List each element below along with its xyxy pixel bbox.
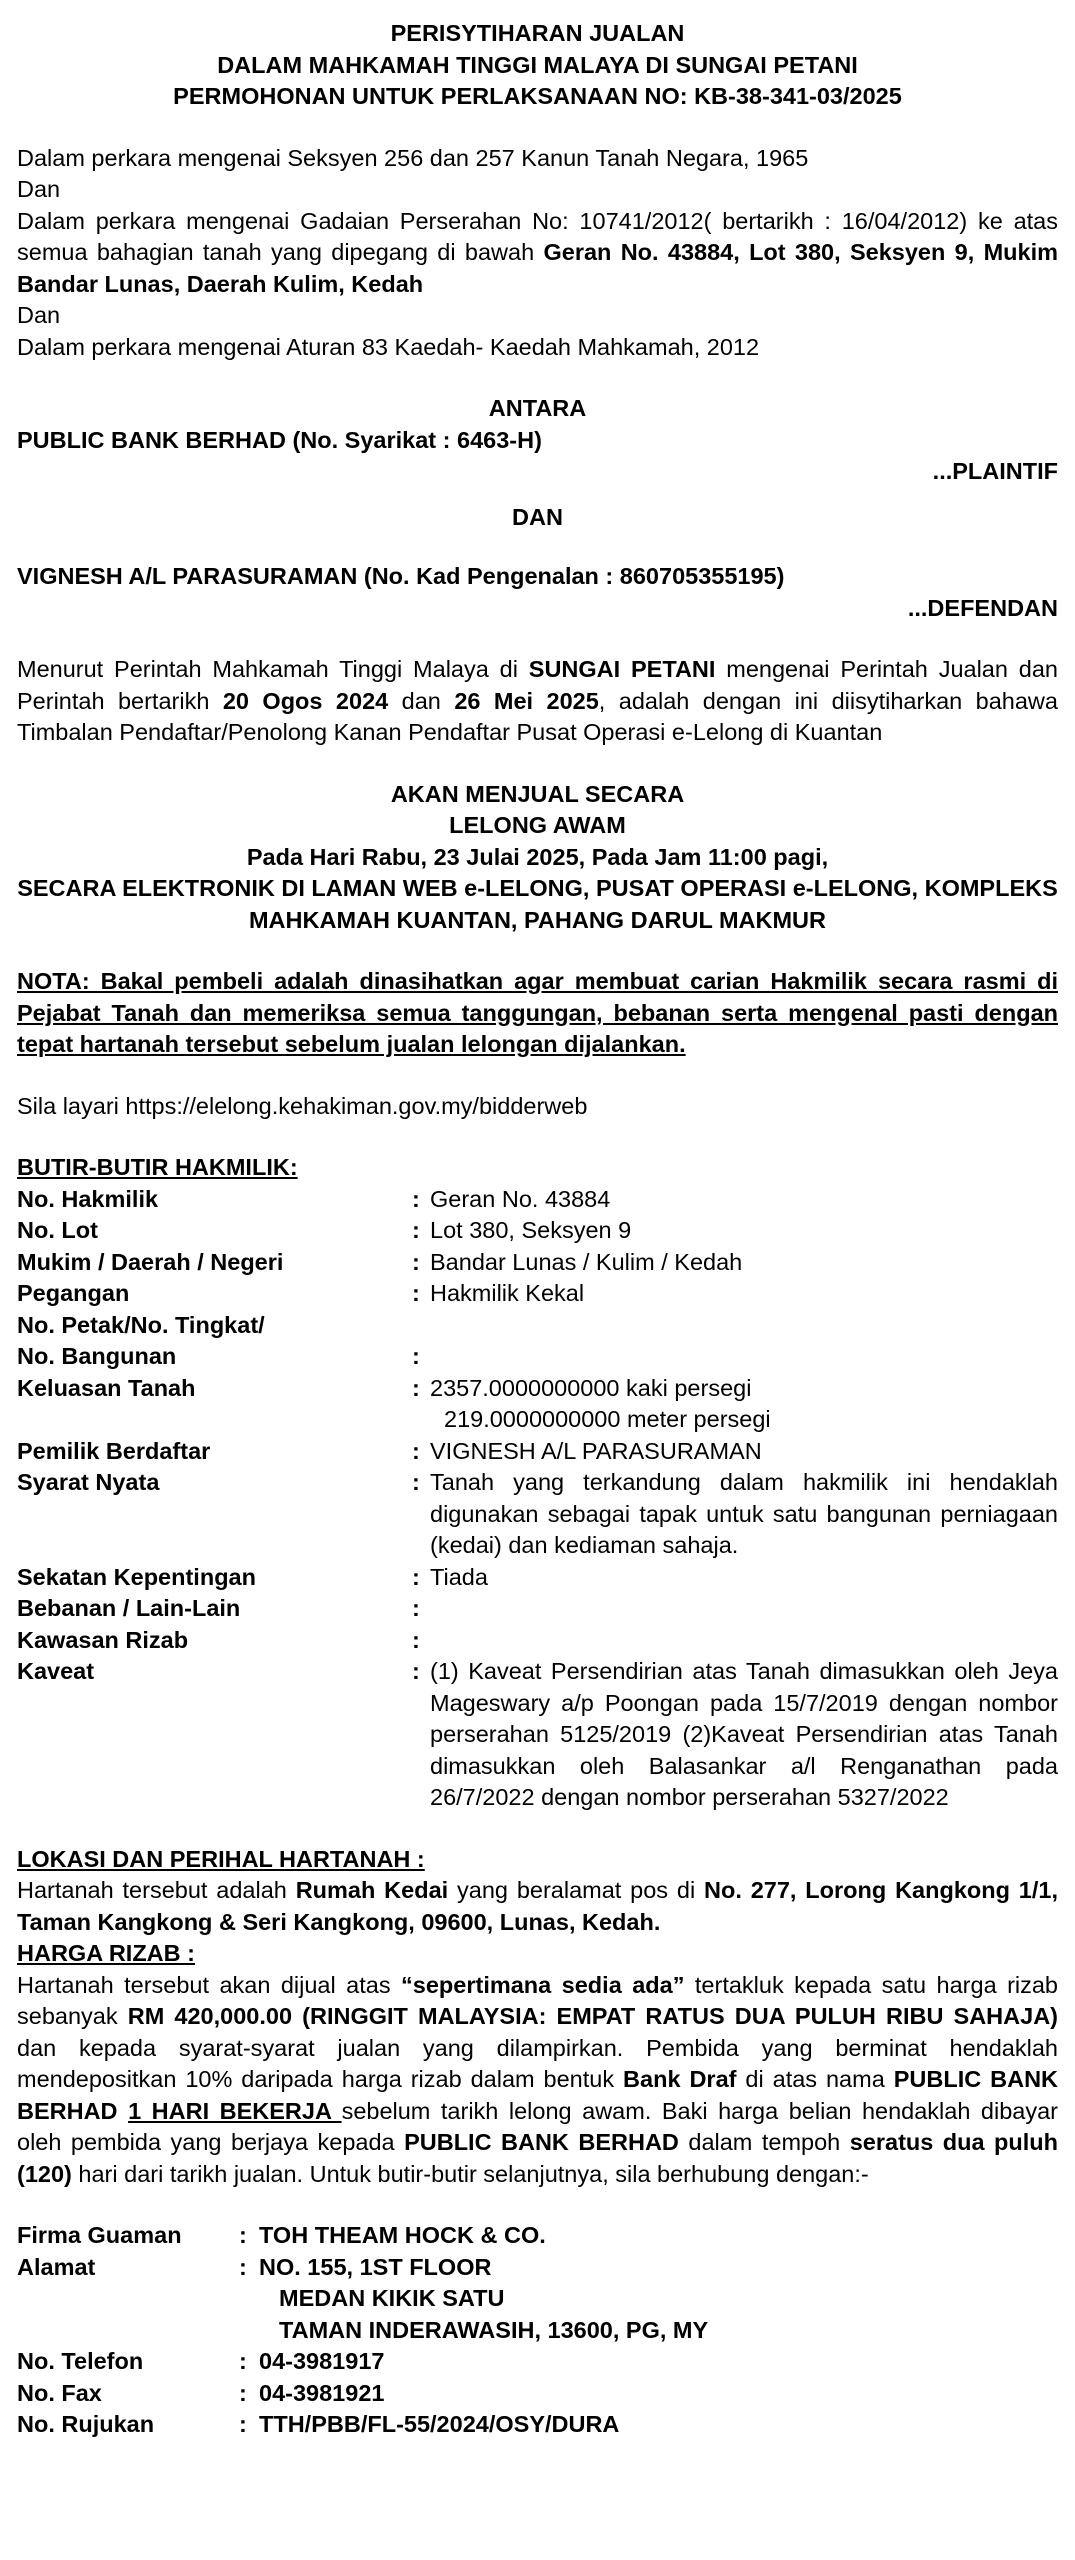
- detail-label: No. Petak/No. Tingkat/: [17, 1311, 265, 1338]
- reserve-period: seratus dua puluh (120): [17, 2129, 1058, 2187]
- detail-colon: :: [412, 1248, 420, 1275]
- detail-label: No. Hakmilik: [17, 1185, 159, 1212]
- auction-line-1: AKAN MENJUAL SECARA: [390, 780, 685, 807]
- reserve-text-5: [118, 2098, 129, 2124]
- title-details-heading: BUTIR-BUTIR HAKMILIK:: [17, 1154, 298, 1180]
- reserve-bank-name-2: PUBLIC BANK BERHAD: [404, 2129, 679, 2155]
- property-type: Rumah Kedai: [295, 1877, 449, 1903]
- reserve-bank-draft: Bank Draf: [623, 2066, 737, 2092]
- firm-label: Firma Guaman: [17, 2222, 182, 2248]
- reserve-working-day: 1 HARI BEKERJA: [128, 2097, 342, 2124]
- reserve-price-heading: HARGA RIZAB :: [17, 1940, 195, 1966]
- defendant-name: VIGNESH A/L PARASURAMAN (No. Kad Pengenalan : 860705355195): [17, 563, 785, 589]
- detail-value: [430, 1625, 1058, 1657]
- dan-connector-1: Dan: [17, 176, 61, 202]
- order-text-2: mengenai Perintah Jualan dan Perintah bertarikh: [17, 656, 1058, 714]
- plaintiff-name: PUBLIC BANK BERHAD (No. Syarikat : 6463-H): [17, 426, 542, 453]
- detail-colon: :: [412, 1280, 420, 1306]
- order-date-2: 26 Mei 2025: [454, 687, 599, 714]
- reserve-text-6: sebelum tarikh lelong awam. Baki harga belian hendaklah dibayar oleh pembida yang berjaya kepada: [17, 2097, 1059, 2155]
- contact-colon: :: [239, 2379, 247, 2406]
- firm-name: TOH THEAM HOCK & CO.: [259, 2222, 546, 2248]
- matter-land-title: Geran No. 43884, Lot 380, Seksyen 9, Mukim Bandar Lunas, Daerah Kulim, Kedah: [17, 239, 1058, 297]
- order-text-1: Menurut Perintah Mahkamah Tinggi Malaya di: [17, 656, 529, 682]
- detail-label: Bebanan / Lain-Lain: [17, 1595, 241, 1621]
- notice-title: PERISYTIHARAN JUALAN: [390, 20, 685, 46]
- detail-label: No. Lot: [17, 1217, 98, 1243]
- detail-value: Tanah yang terkandung dalam hakmilik ini hendaklah digunakan sebagai tapak untuk satu bangunan perniagaan (kedai) dan kediaman sahaja.: [430, 1469, 1058, 1558]
- dan-connector-2: Dan: [17, 302, 61, 328]
- court-name: DALAM MAHKAMAH TINGGI MALAYA DI SUNGAI PETANI: [217, 51, 858, 78]
- auction-line-2: LELONG AWAM: [449, 812, 626, 838]
- detail-value: Tiada: [430, 1563, 488, 1590]
- auction-announcement: [17, 779, 1058, 937]
- buyer-advisory-note: NOTA: Bakal pembeli adalah dinasihatkan agar membuat carian Hakmilik secara rasmi di Pejabat Tanah dan memeriksa semua tanggungan, bebanan serta mengenal pasti dengan tepat hartanah tersebut sebelum jualan lelongan dijalankan.: [17, 968, 1058, 1057]
- matter-section: [17, 143, 1058, 364]
- contact-colon: :: [239, 2348, 247, 2374]
- detail-value: [430, 1593, 1058, 1625]
- application-number: PERMOHONAN UNTUK PERLAKSANAAN NO: KB-38-341-03/2025: [173, 83, 902, 109]
- defendant-role: ...DEFENDAN: [907, 594, 1058, 621]
- detail-colon: :: [412, 1437, 420, 1464]
- matter-line-2: [17, 206, 1058, 301]
- title-details-section: [17, 1152, 1058, 1814]
- reserve-price-section: [17, 1938, 1058, 2190]
- contact-colon: :: [239, 2222, 247, 2248]
- detail-value: 219.0000000000 meter persegi: [444, 1406, 771, 1432]
- detail-value: (1) Kaveat Persendirian atas Tanah dimasukkan oleh Jeya Mageswary a/p Poongan pada 15/7/2019 dengan nombor perserahan 5125/2019 (2)Kaveat Persendirian atas Tanah dimasukkan oleh Balasankar a/l Renganathan pada 26/7/2022 dengan nombor perserahan 5327/2022: [430, 1658, 1058, 1810]
- plaintiff-role: ...PLAINTIF: [932, 458, 1058, 484]
- detail-colon: :: [412, 1595, 420, 1621]
- property-address: No. 277, Lorong Kangkong 1/1, Taman Kangkong & Seri Kangkong, 09600, Lunas, Kedah.: [17, 1877, 1058, 1935]
- reserve-bank-name-1: PUBLIC BANK BERHAD: [17, 2066, 1059, 2124]
- detail-colon: :: [412, 1343, 420, 1369]
- matter-line-2-text: Dalam perkara mengenai Gadaian Perserahan No: 10741/2012( bertarikh : 16/04/2012) ke atas semua bahagian tanah yang dipegang di bawah: [17, 207, 1058, 265]
- detail-colon: :: [412, 1563, 420, 1590]
- detail-colon: :: [412, 1185, 420, 1212]
- title-details-table: [17, 1184, 1058, 1814]
- reserve-text-8: hari dari tarikh jualan. Untuk butir-butir selanjutnya, sila berhubung dengan:-: [71, 2160, 869, 2187]
- detail-colon: :: [412, 1469, 420, 1495]
- location-text-2: yang beralamat pos di: [448, 1877, 705, 1903]
- address-line-3: TAMAN INDERAWASIH, 13600, PG, MY: [279, 2316, 709, 2343]
- detail-value: [430, 1310, 1058, 1342]
- detail-label: [17, 1404, 412, 1436]
- location-heading: LOKASI DAN PERIHAL HARTANAH :: [17, 1845, 425, 1872]
- detail-value: Lot 380, Seksyen 9: [430, 1217, 632, 1243]
- parties-section: [17, 393, 1058, 624]
- detail-colon-empty: [412, 1404, 430, 1436]
- phone-number: 04-3981917: [259, 2348, 385, 2374]
- phone-label: No. Telefon: [17, 2348, 144, 2374]
- reserve-text-2: tertakluk kepada satu harga rizab sebanyak: [17, 1971, 1059, 2029]
- reserve-text-3: dan kepada syarat-syarat jualan yang dilampirkan. Pembida yang berminat hendaklah mendepositkan 10% daripada harga rizab dalam bentuk: [17, 2034, 1058, 2092]
- address-line-2: MEDAN KIKIK SATU: [279, 2285, 505, 2311]
- detail-label: Keluasan Tanah: [17, 1374, 196, 1401]
- notice-header: [17, 18, 1058, 113]
- contact-colon: :: [239, 2411, 247, 2437]
- detail-label: Mukim / Daerah / Negeri: [17, 1248, 284, 1275]
- location-text-1: Hartanah tersebut adalah: [17, 1877, 296, 1903]
- detail-colon: :: [412, 1658, 420, 1684]
- solicitor-contact: [17, 2220, 1058, 2441]
- location-paragraph: [17, 1875, 1058, 1938]
- detail-value: VIGNESH A/L PARASURAMAN: [430, 1437, 762, 1464]
- detail-label: Syarat Nyata: [17, 1469, 160, 1495]
- reserve-text-1: Hartanah tersebut akan dijual atas: [17, 1971, 402, 1998]
- order-text-4: , adalah dengan ini diisytiharkan bahawa Timbalan Pendaftar/Penolong Kanan Pendaftar Pusat Operasi e-Lelong di Kuantan: [17, 687, 1058, 745]
- reserve-text-7: dalam tempoh: [678, 2129, 850, 2155]
- matter-line-1: Dalam perkara mengenai Seksyen 256 dan 257 Kanun Tanah Negara, 1965: [17, 144, 809, 171]
- detail-label: Kaveat: [17, 1658, 95, 1684]
- auction-date-time: Pada Hari Rabu, 23 Julai 2025, Pada Jam 11:00 pagi,: [246, 843, 829, 870]
- order-date-1: 20 Ogos 2024: [222, 687, 389, 714]
- detail-colon-empty: [412, 1310, 430, 1342]
- detail-label: Sekatan Kepentingan: [17, 1563, 256, 1590]
- detail-value: Hakmilik Kekal: [430, 1280, 585, 1306]
- reference-label: No. Rujukan: [17, 2411, 155, 2437]
- address-line-1: NO. 155, 1ST FLOOR: [259, 2253, 492, 2280]
- dan-heading: DAN: [512, 503, 563, 530]
- matter-line-3: Dalam perkara mengenai Aturan 83 Kaedah- Kaedah Mahkamah, 2012: [17, 333, 760, 360]
- reserve-text-4: di atas nama: [736, 2066, 894, 2092]
- antara-heading: ANTARA: [488, 395, 587, 421]
- reserve-as-is: “sepertimana sedia ada”: [401, 1971, 685, 1998]
- auction-venue: SECARA ELEKTRONIK DI LAMAN WEB e-LELONG, PUSAT OPERASI e-LELONG, KOMPLEKS MAHKAMAH KUANTAN, PAHANG DARUL MAKMUR: [17, 875, 1058, 933]
- detail-value: Geran No. 43884: [430, 1185, 611, 1212]
- detail-label: No. Bangunan: [17, 1343, 177, 1369]
- detail-colon: :: [412, 1626, 420, 1653]
- reference-number: TTH/PBB/FL-55/2024/OSY/DURA: [259, 2411, 620, 2437]
- fax-number: 04-3981921: [259, 2379, 385, 2406]
- address-label: Alamat: [17, 2253, 96, 2280]
- detail-colon: :: [412, 1374, 420, 1401]
- detail-label: Pegangan: [17, 1280, 130, 1306]
- detail-label: Pemilik Berdaftar: [17, 1437, 211, 1464]
- detail-colon: :: [412, 1217, 420, 1243]
- order-text-3: dan: [388, 687, 455, 714]
- detail-label: Kawasan Rizab: [17, 1626, 189, 1653]
- detail-value: [430, 1341, 1058, 1373]
- fax-label: No. Fax: [17, 2379, 102, 2406]
- detail-value: Bandar Lunas / Kulim / Kedah: [430, 1248, 743, 1275]
- website-line: Sila layari https://elelong.kehakiman.gov.my/bidderweb: [17, 1092, 588, 1119]
- location-section: [17, 1844, 1058, 1939]
- court-order-paragraph: [17, 654, 1058, 749]
- detail-value: 2357.0000000000 kaki persegi: [430, 1374, 752, 1401]
- reserve-amount: RM 420,000.00 (RINGGIT MALAYSIA: EMPAT RATUS DUA PULUH RIBU SAHAJA): [127, 2003, 1058, 2029]
- order-court-location: SUNGAI PETANI: [528, 656, 716, 682]
- reserve-price-paragraph: [17, 1970, 1058, 2191]
- contact-colon: :: [239, 2253, 247, 2280]
